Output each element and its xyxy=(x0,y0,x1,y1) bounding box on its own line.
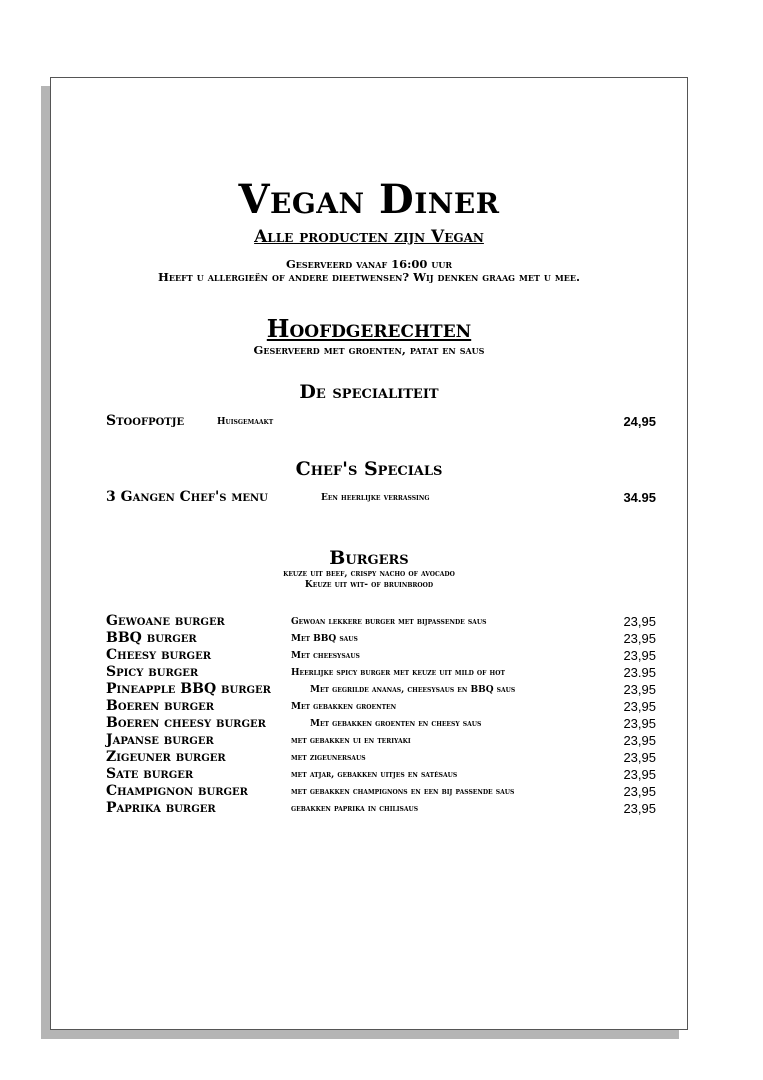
menu-item-description: Met gegrilde ananas, cheesysaus en BBQ saus xyxy=(310,685,516,695)
menu-item-description: met gebakken champignons en een bij passende saus xyxy=(291,787,515,797)
menu-item-description: Huisgemaakt xyxy=(217,417,274,427)
menu-subtitle: Alle producten zijn Vegan xyxy=(254,227,484,247)
burgers-choice-text: keuze uit beef, crispy nacho of avocado xyxy=(283,569,455,579)
menu-item xyxy=(106,664,656,681)
menu-item xyxy=(106,413,656,430)
menu-item-price: 23,95 xyxy=(623,699,656,714)
menu-item-price: 23,95 xyxy=(623,631,656,646)
menu-item-name: Boeren cheesy burger xyxy=(106,715,266,731)
menu-item-price: 24,95 xyxy=(623,414,656,429)
menu-item-name: Spicy burger xyxy=(106,664,199,680)
menu-item-name: Pineapple BBQ burger xyxy=(106,681,271,697)
menu-item-description: met atjar, gebakken uitjes en satésaus xyxy=(291,770,458,780)
menu-item-price: 23,95 xyxy=(623,784,656,799)
menu-item-description: gebakken paprika in chilisaus xyxy=(291,804,419,814)
menu-item xyxy=(106,613,656,630)
menu-item-name: Sate burger xyxy=(106,766,194,782)
menu-item-name: 3 Gangen Chef's menu xyxy=(106,489,268,505)
menu-item-description: Met gebakken groenten xyxy=(291,702,397,712)
menu-item-description: Gewoan lekkere burger met bijpassende saus xyxy=(291,617,487,627)
menu-item-price: 34.95 xyxy=(623,490,656,505)
menu-item-price: 23,95 xyxy=(623,750,656,765)
menu-item-price: 23,95 xyxy=(623,716,656,731)
menu-item-name: Japanse burger xyxy=(106,732,214,748)
menu-title: Vegan Diner xyxy=(238,176,500,223)
menu-item xyxy=(106,698,656,715)
menu-item-price: 23,95 xyxy=(623,767,656,782)
menu-item-price: 23,95 xyxy=(623,801,656,816)
menu-item-description: Heerlijke spicy burger met keuze uit mild of hot xyxy=(291,668,505,678)
menu-item-name: Stoofpotje xyxy=(106,413,185,429)
main-courses-heading: Hoofdgerechten xyxy=(266,314,472,343)
menu-page xyxy=(50,77,688,1030)
menu-item-description: Met cheesysaus xyxy=(291,651,360,661)
menu-item xyxy=(106,715,656,732)
menu-item-price: 23.95 xyxy=(623,665,656,680)
burgers-bread-text: Keuze uit wit- of bruinbrood xyxy=(304,580,434,590)
menu-item-name: Champignon burger xyxy=(106,783,248,799)
menu-item-name: Zigeuner burger xyxy=(106,749,226,765)
allergy-text: Heeft u allergieën of andere dieetwensen? Wij denken graag met u mee. xyxy=(158,270,580,284)
specialty-heading: De specialiteit xyxy=(299,381,439,403)
menu-item-description: Met BBQ saus xyxy=(291,634,358,644)
menu-item xyxy=(106,647,656,664)
menu-item-description: met zigeunersaus xyxy=(291,753,366,763)
served-from-text: Geserveerd vanaf 16:00 uur xyxy=(285,257,452,271)
menu-item-name: BBQ burger xyxy=(106,630,197,646)
menu-item xyxy=(106,489,656,506)
burgers-heading: Burgers xyxy=(329,547,409,569)
menu-item-name: Paprika burger xyxy=(106,800,216,816)
menu-item-name: Gewoane burger xyxy=(106,613,225,629)
menu-item-description: met gebakken ui en teriyaki xyxy=(291,736,411,746)
menu-item-price: 23,95 xyxy=(623,614,656,629)
menu-item-price: 23,95 xyxy=(623,682,656,697)
main-courses-subheading: Geserveerd met groenten, patat en saus xyxy=(253,343,485,357)
menu-item xyxy=(106,766,656,783)
chefs-specials-heading: Chef's Specials xyxy=(295,458,443,480)
menu-item-price: 23,95 xyxy=(623,648,656,663)
menu-item xyxy=(106,783,656,800)
menu-item xyxy=(106,681,656,698)
menu-item-description: Een heerlijke verrassing xyxy=(321,493,430,503)
menu-item-price: 23,95 xyxy=(623,733,656,748)
menu-item xyxy=(106,630,656,647)
menu-item-description: Met gebakken groenten en cheesy saus xyxy=(310,719,482,729)
menu-item xyxy=(106,732,656,749)
menu-item-name: Boeren burger xyxy=(106,698,215,714)
menu-item xyxy=(106,749,656,766)
menu-item-name: Cheesy burger xyxy=(106,647,212,663)
menu-item xyxy=(106,800,656,817)
